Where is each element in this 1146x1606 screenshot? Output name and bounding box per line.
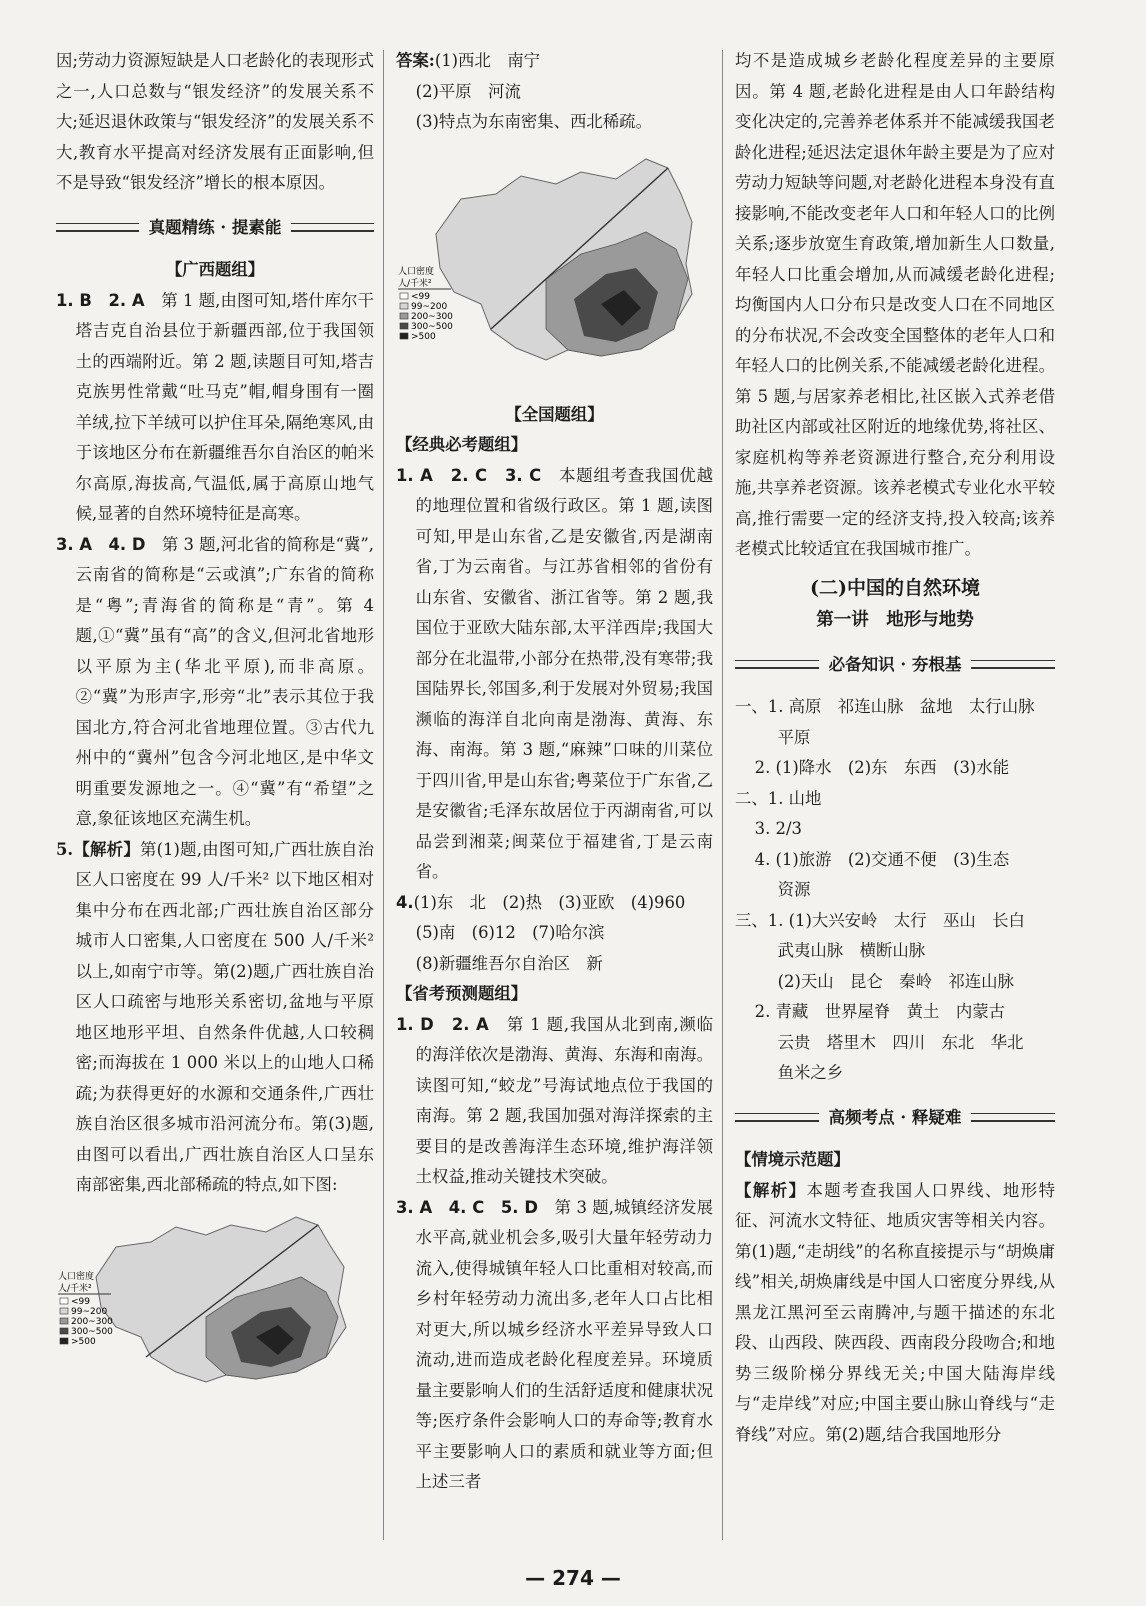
answer-item xyxy=(56,835,374,1201)
column-divider xyxy=(722,50,723,1540)
answer-item xyxy=(396,888,713,919)
lecture-title: 第一讲 地形与地势 xyxy=(816,610,974,630)
answer-label: 5.【解析】 xyxy=(56,839,140,859)
answer-line: (3)特点为东南密集、西北稀疏。 xyxy=(415,112,652,131)
group-heading: 【广西题组】 xyxy=(165,260,265,279)
legend-item: 99~200 xyxy=(71,1306,108,1317)
analysis-paragraph xyxy=(735,1176,1055,1451)
knowledge-line: 一、1. 高原 祁连山脉 盆地 太行山脉 xyxy=(735,697,1035,716)
intro-paragraph: 因;劳动力资源短缺是人口老龄化的表现形式之一,人口总数与“银发经济”的发展关系不大;延迟退休政策与“银发经济”的发展关系不大,教育水平提高对经济发展有正面影响,但不是导致“银发经济”增长的根本原因。 xyxy=(56,51,374,192)
legend-unit: 人/千米² xyxy=(58,1283,92,1294)
knowledge-line: 三、1. (1)大兴安岭 太行 巫山 长白 xyxy=(735,910,1025,930)
legend-item: >500 xyxy=(71,1336,96,1347)
knowledge-line: 3. 2/3 xyxy=(754,819,802,838)
answer-text: (1)东 北 (2)热 (3)亚欧 (4)960 xyxy=(413,892,686,912)
column-right xyxy=(735,46,1055,1450)
answer-label: 1. B 2. A xyxy=(56,290,145,310)
answer-item xyxy=(396,1010,713,1193)
answer-text: 第 1 题,我国从北到南,濒临的海洋依次是渤海、黄海、东海和南海。读图可知,“蛟龙”号海试地点位于我国的南海。第 2 题,我国加强对海洋探索的主要目的是改善海洋生态环境,维护海洋领土权益,推动关键技术突破。 xyxy=(415,1014,714,1186)
subgroup-heading: 【情境示范题】 xyxy=(735,1150,850,1169)
column-middle xyxy=(396,46,713,1498)
answer-label: 1. D 2. A xyxy=(396,1014,489,1034)
answer-text: (1)西北 南宁 xyxy=(434,51,541,70)
answer-item xyxy=(396,1193,713,1498)
knowledge-line: 鱼米之乡 xyxy=(777,1063,844,1082)
subgroup-heading: 【省考预测题组】 xyxy=(396,984,528,1003)
answer-text: 第 3 题,河北省的简称是“冀”,云南省的简称是“云或滇”;广东省的简称是“粤”;青海省的简称是“青”。第 4 题,①“冀”虽有“高”的含义,但河北省地形以平原为主(华北平原),而非高原。②“冀”为形声字,形旁“北”表示其位于我国北方,符合河北省地理位置。③古代九州中的“冀州”包含今河北地区,是中华文明重要发源地之一。④“冀”有“希望”之意,象征该地区充满生机。 xyxy=(75,534,374,828)
legend-unit: 人/千米² xyxy=(398,278,432,289)
knowledge-line: 2. (1)降水 (2)东 东西 (3)水能 xyxy=(754,758,1010,777)
legend-title: 人口密度 xyxy=(398,266,435,277)
legend-title: 人口密度 xyxy=(58,1271,95,1282)
group-heading: 【全国题组】 xyxy=(505,404,604,424)
section-title: (二)中国的自然环境 xyxy=(810,576,980,599)
answer-text: 本题组考查我国优越的地理位置和省级行政区。第 1 题,读图可知,甲是山东省,乙是安徽省,丙是湖南省,丁为云南省。与江苏省相邻的省份有山东省、安徽省、浙江省等。第 2 题,我国位于亚欧大陆东部,太平洋西岸;我国大部分在北温带,小部分在热带,没有寒带;我国陆界长,邻国多,利于发展对外贸易;我国濒临的海洋自北向南是渤海、黄海、东海、南海。第 3 题,“麻辣”口味的川菜位于四川省,甲是山东省;粤菜位于广东省,乙是安徽省;毛泽东故居位于丙湖南省,可以品尝到湘菜;闽菜位于福建省,丁是云南省。 xyxy=(415,465,713,881)
knowledge-line: 4. (1)旅游 (2)交通不便 (3)生态 xyxy=(754,849,1010,869)
answer-line: (2)平原 河流 xyxy=(415,81,521,101)
subgroup-heading: 【经典必考题组】 xyxy=(396,435,528,454)
banner-title: 必备知识 · 夯根基 xyxy=(828,654,962,674)
legend-item: <99 xyxy=(411,291,430,302)
answer-text: 第(1)题,由图可知,广西壮族自治区人口密度在 99 人/千米² 以下地区相对集中分布在西北部;广西壮族自治区部分城市人口密集,人口密度在 500 人/千米² 以上,如南宁市等。第(2)题,广西壮族自治区人口疏密与地形关系密切,盆地与平原地区地形平坦、自然条件优越,人口较稠密;而海拔在 1 000 米以上的山地人口稀疏;为获得更好的水源和交通条件,广西壮族自治区很多城市沿河流分布。第(3)题,由图可以看出,广西壮族自治区人口呈东南部密集,西北部稀疏的特点,如下图: xyxy=(75,839,374,1194)
answer-line xyxy=(396,46,713,77)
knowledge-line: (2)天山 昆仑 秦岭 祁连山脉 xyxy=(777,971,1014,991)
legend-item: 300~500 xyxy=(71,1326,113,1337)
knowledge-line: 2. 青藏 世界屋脊 黄土 内蒙古 xyxy=(754,1002,1005,1021)
analysis-text: 本题考查我国人口界线、地形特征、河流水文特征、地质灾害等相关内容。第(1)题,“走胡线”的名称直接提示与“胡焕庸线”相关,胡焕庸线是中国人口密度分界线,从黑龙江黑河至云南腾冲,与题干描述的东北段、山西段、陕西段、西南段分段吻合;和地势三级阶梯分界线无关;中国大陆海岸线与“走岸线”对应;中国主要山脉山脊线与“走脊线”对应。第(2)题,结合我国地形分 xyxy=(735,1180,1055,1444)
legend-item: >500 xyxy=(411,331,436,342)
section-banner xyxy=(56,213,374,244)
answer-label: 3. A 4. C 5. D xyxy=(396,1197,538,1217)
knowledge-line: 武夷山脉 横断山脉 xyxy=(777,941,926,960)
answer-label: 4. xyxy=(396,892,414,912)
answer-label: 1. A 2. C 3. C xyxy=(396,465,542,485)
knowledge-line: 平原 xyxy=(777,727,811,747)
legend-item: 300~500 xyxy=(411,321,453,332)
answer-line: (8)新疆维吾尔自治区 新 xyxy=(415,953,603,973)
section-banner xyxy=(735,650,1055,681)
section-banner xyxy=(735,1103,1055,1134)
answer-text: 第 3 题,城镇经济发展水平高,就业机会多,吸引大量年轻劳动力流入,使得城镇年轻人口比重相对较高,而乡村年轻劳动力流出多,老年人口占比相对更大,所以城乡经济水平差异导致人口流动,进而造成老龄化程度差异。环境质量主要影响人们的生活舒适度和健康状况等;医疗条件会影响人口的寿命等;教育水平主要影响人口的素质和就业等方面;但上述三者 xyxy=(415,1197,714,1491)
page-number: — 274 — xyxy=(525,1566,621,1590)
population-density-map xyxy=(396,144,696,394)
answer-text: 第 1 题,由图可知,塔什库尔干塔吉克自治县位于新疆西部,位于我国领土的西端附近。第 2 题,读题目可知,塔吉克族男性常戴“吐马克”帽,帽身围有一圈羊绒,拉下羊绒可以护住耳朵,隔绝寒风,由于该地区分布在新疆维吾尔自治区的帕米尔高原,海拔高,气温低,属于高原山地气候,显著的自然环境特征是高寒。 xyxy=(75,290,374,523)
column-divider xyxy=(383,50,384,1540)
answer-line: (5)南 (6)12 (7)哈尔滨 xyxy=(415,923,605,942)
knowledge-line: 云贵 塔里木 四川 东北 华北 xyxy=(777,1032,1024,1052)
banner-title: 高频考点 · 释疑难 xyxy=(828,1107,962,1127)
knowledge-line: 资源 xyxy=(777,880,811,899)
knowledge-line: 二、1. 山地 xyxy=(735,788,822,808)
legend-item: <99 xyxy=(71,1296,90,1307)
answer-label: 3. A 4. D xyxy=(56,534,146,554)
legend-item: 99~200 xyxy=(411,301,448,312)
answer-label: 答案: xyxy=(396,51,435,70)
analysis-label: 【解析】 xyxy=(735,1180,807,1200)
population-density-map xyxy=(56,1207,356,1397)
answer-item xyxy=(396,461,713,888)
legend-item: 200~300 xyxy=(71,1316,113,1327)
column-left xyxy=(56,46,374,1403)
answer-item xyxy=(56,286,374,530)
answer-item xyxy=(56,530,374,835)
legend-item: 200~300 xyxy=(411,311,453,322)
banner-title: 真题精练 · 提素能 xyxy=(148,217,282,237)
continued-paragraph: 均不是造成城乡老龄化程度差异的主要原因。第 4 题,老龄化进程是由人口年龄结构变化决定的,完善养老体系并不能减缓我国老龄化进程;延迟法定退休年龄主要是为了应对劳动力短缺等问题,对老龄化进程本身没有直接影响,不能改变老年人口和年轻人口的比例关系;逐步放宽生育政策,增加新生人口数量,年轻人口比重会增加,从而减缓老龄化进程;均衡国内人口分布只是改变人口在不同地区的分布状况,不会改变全国整体的老年人口和年轻人口的比例关系,不能减缓老龄化进程。第 5 题,与居家养老相比,社区嵌入式养老借助社区内部或社区附近的地缘优势,将社区、家庭机构等养老资源进行整合,充分利用设施,共享养老资源。该养老模式专业化水平较高,推行需要一定的经济支持,投入较高;该养老模式比较适宜在我国城市推广。 xyxy=(735,51,1055,558)
